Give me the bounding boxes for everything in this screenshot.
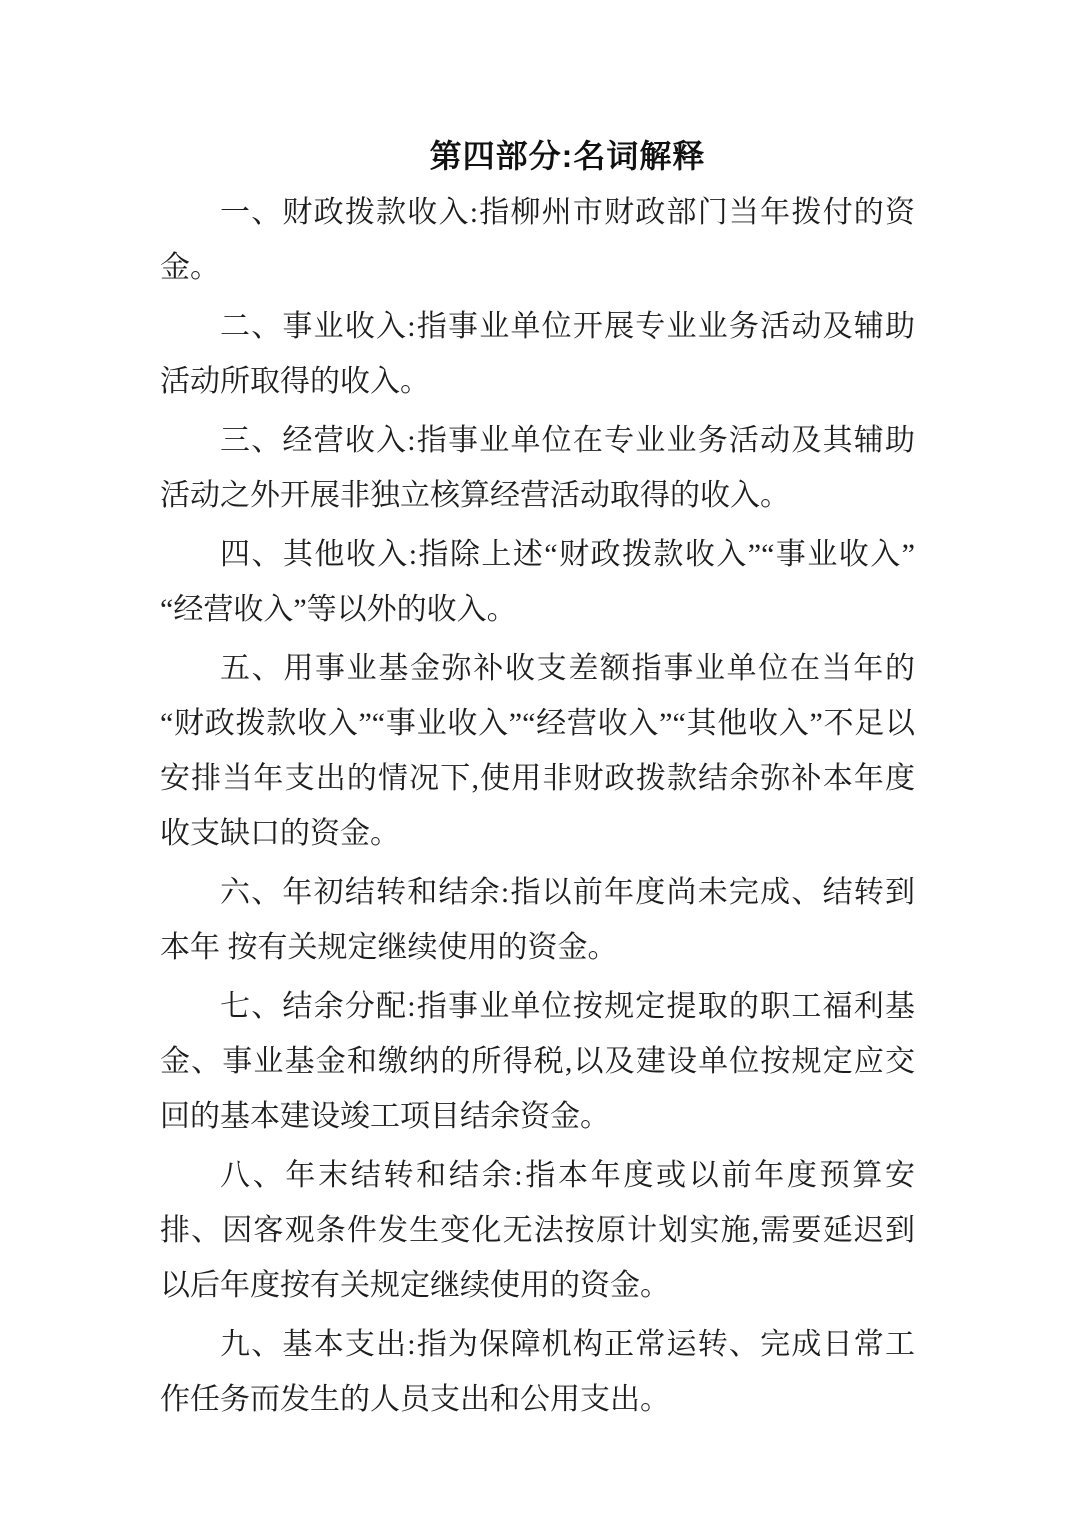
definition-fund-deficit-coverage: 五、用事业基金弥补收支差额指事业单位在当年的“财政拨款收入”“事业收入”“经营收入”“其他收入”不足以安排当年支出的情况下,使用非财政拨款结余弥补本年度收支缺口的资金。 <box>160 652 915 850</box>
section-title: 第四部分:名词解释 <box>429 138 706 174</box>
definition-fiscal-appropriation-income: 一、财政拨款收入:指柳州市财政部门当年拨付的资金。 <box>160 196 915 284</box>
definition-surplus-distribution: 七、结余分配:指事业单位按规定提取的职工福利基金、事业基金和缴纳的所得税,以及建设单位按规定应交回的基本建设竣工项目结余资金。 <box>160 990 915 1133</box>
definition-beginning-year-carryover-surplus: 六、年初结转和结余:指以前年度尚未完成、结转到本年 按有关规定继续使用的资金。 <box>160 876 915 964</box>
document-body <box>160 185 915 1427</box>
definition-other-income: 四、其他收入:指除上述“财政拨款收入”“事业收入”“经营收入”等以外的收入。 <box>160 538 915 626</box>
definition-year-end-carryover-surplus: 八、年末结转和结余:指本年度或以前年度预算安排、因客观条件发生变化无法按原计划实施,需要延迟到以后年度按有关规定继续使用的资金。 <box>160 1159 915 1302</box>
definition-business-operation-income: 三、经营收入:指事业单位在专业业务活动及其辅助活动之外开展非独立核算经营活动取得的收入。 <box>160 424 915 512</box>
definition-institutional-income: 二、事业收入:指事业单位开展专业业务活动及辅助活动所取得的收入。 <box>160 310 915 398</box>
definition-basic-expenditure: 九、基本支出:指为保障机构正常运转、完成日常工作任务而发生的人员支出和公用支出。 <box>160 1328 915 1416</box>
